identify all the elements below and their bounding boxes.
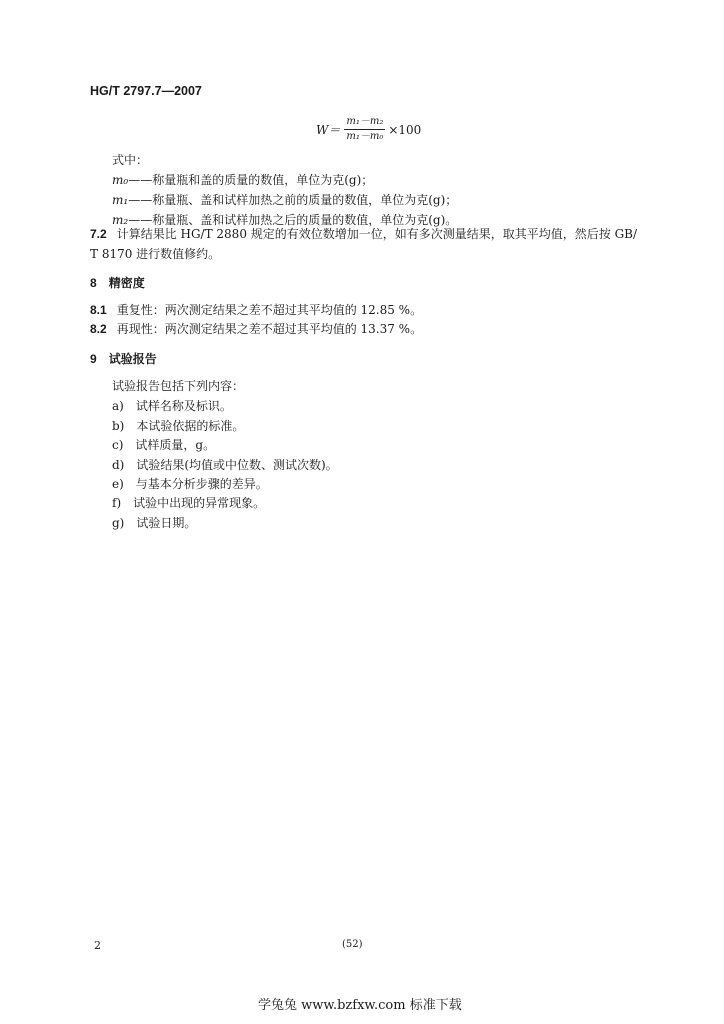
section-9-heading: 9 试验报告 — [90, 352, 157, 366]
formula-denominator: m₁－m₀ — [346, 131, 384, 142]
formula-numerator: m₁－m₂ — [344, 116, 385, 130]
page-number: 2 — [94, 939, 101, 952]
watermark-text: 学兔兔 www.bzfxw.com 标准下载 — [258, 998, 462, 1013]
where-item: m₂——称量瓶、盖和试样加热之后的质量的数值，单位为克(g)。 — [112, 213, 458, 227]
list-item: a) 试样名称及标识。 — [112, 399, 232, 413]
formula-rhs: ×100 — [388, 122, 422, 137]
where-item: m₀——称量瓶和盖的质量的数值，单位为克(g)； — [112, 173, 374, 187]
formula-lhs: W＝ — [316, 123, 341, 137]
list-item: b) 本试验依据的标准。 — [112, 419, 245, 433]
formula — [316, 116, 421, 143]
formula-fraction — [344, 116, 385, 143]
clause-7-2-cont: T 8170 进行数值修约。 — [90, 247, 221, 261]
section-9-intro: 试验报告包括下列内容： — [112, 379, 245, 393]
list-item: c) 试样质量，g。 — [112, 438, 216, 452]
list-item: f) 试验中出现的异常现象。 — [112, 496, 266, 510]
where-intro: 式中： — [112, 153, 149, 167]
where-item: m₁——称量瓶、盖和试样加热之前的质量的数值，单位为克(g)； — [112, 193, 458, 207]
page-code: (52) — [342, 939, 363, 950]
list-item: g) 试验日期。 — [112, 516, 197, 530]
clause-7-2: 7.2 计算结果比 HG/T 2880 规定的有效位数增加一位，如有多次测量结果，取其平均值，然后按 GB/ — [90, 227, 638, 241]
clause-8-1: 8.1 重复性：两次测定结果之差不超过其平均值的 12.85 %。 — [90, 303, 423, 317]
section-8-heading: 8 精密度 — [90, 276, 145, 290]
clause-8-2: 8.2 再现性：两次测定结果之差不超过其平均值的 13.37 %。 — [90, 322, 423, 336]
standard-code: HG/T 2797.7—2007 — [90, 84, 202, 98]
list-item: e) 与基本分析步骤的差异。 — [112, 477, 268, 491]
list-item: d) 试验结果(均值或中位数、测试次数)。 — [112, 458, 338, 472]
